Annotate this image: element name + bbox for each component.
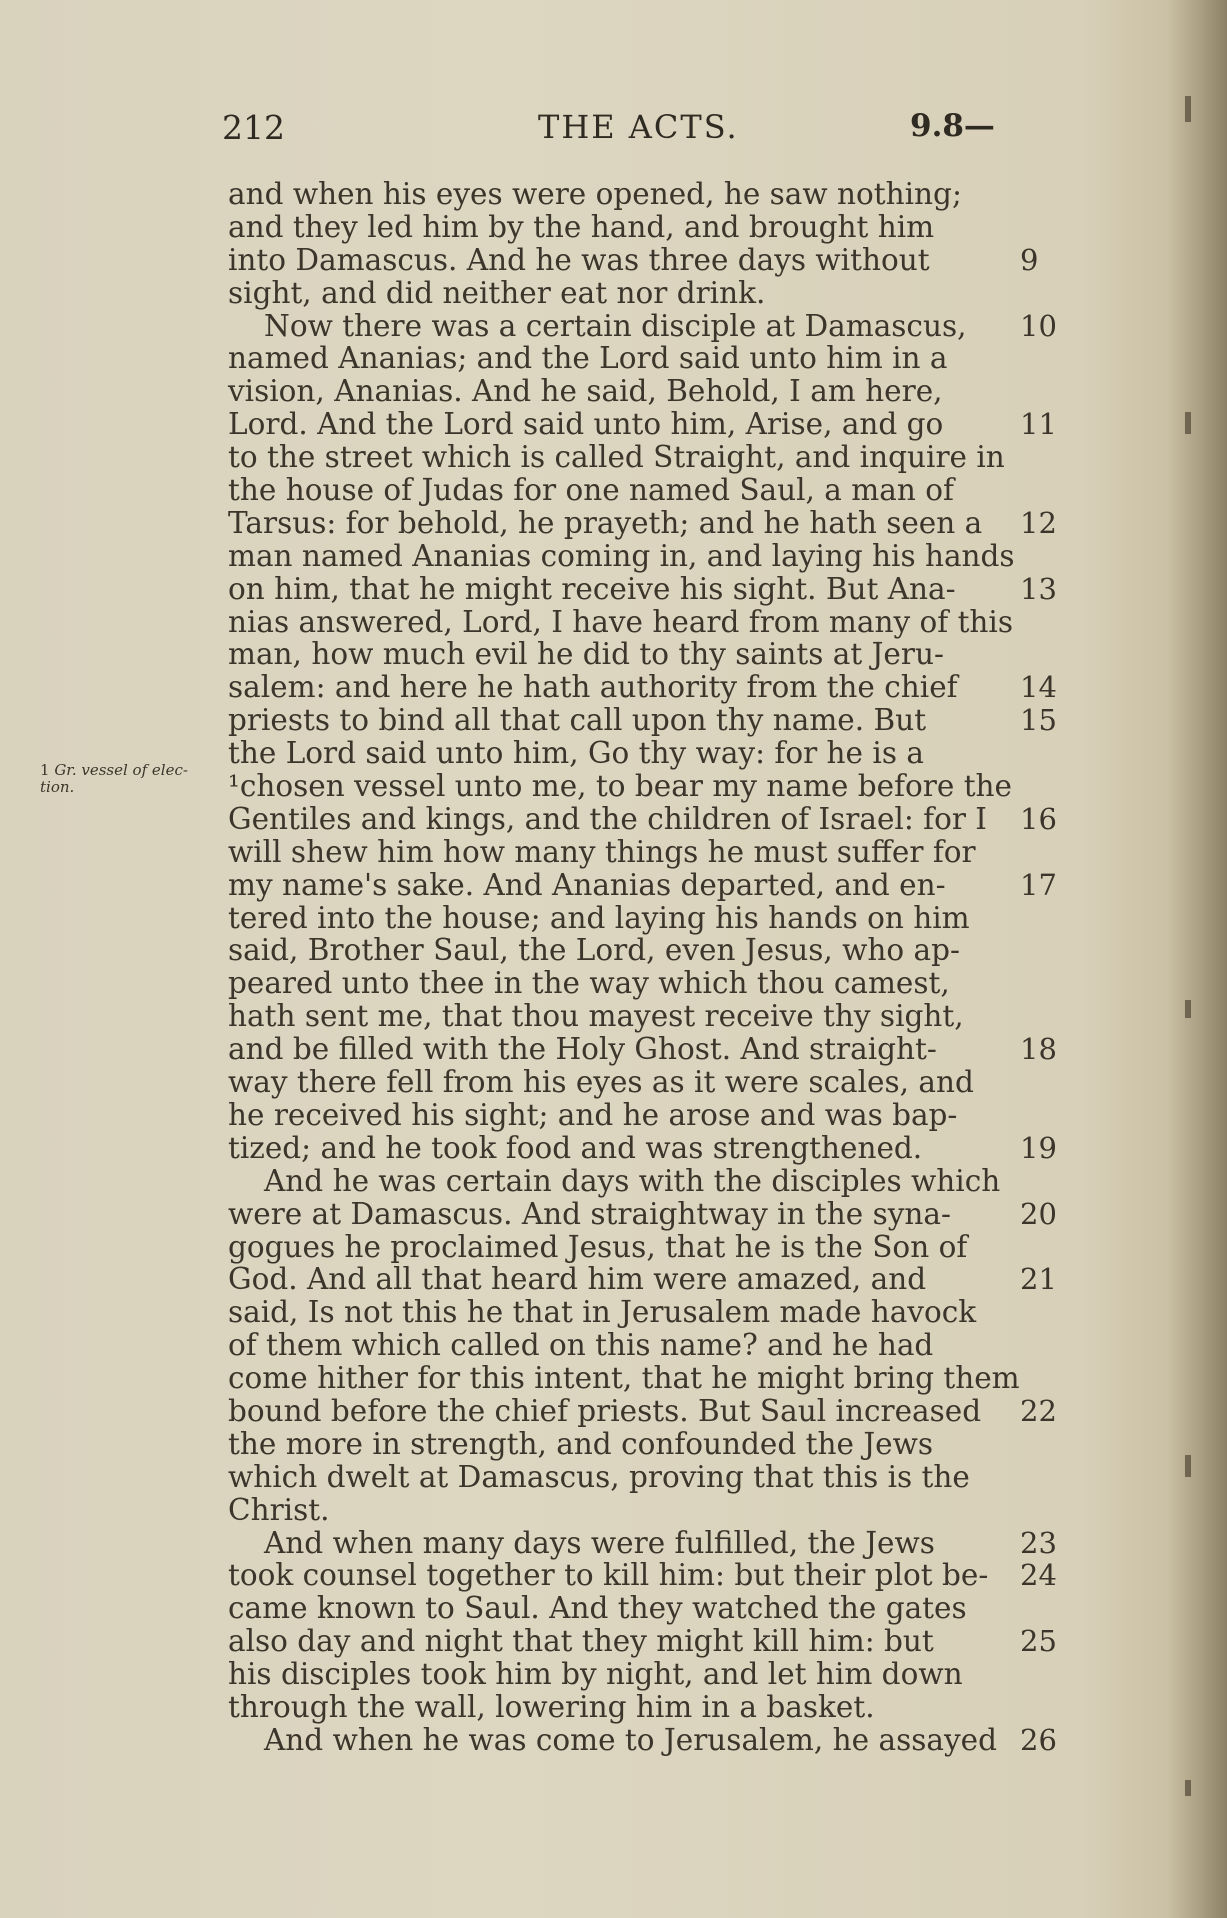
text-line	[228, 737, 1058, 770]
verse-number: 22	[1020, 1393, 1057, 1428]
verse-number: 18	[1020, 1032, 1057, 1067]
line-text: he received his sight; and he arose and was bap-	[228, 1097, 958, 1132]
text-line	[228, 1000, 1058, 1033]
line-text: come hither for this intent, that he might bring them	[228, 1361, 1020, 1396]
line-text: the more in strength, and confounded the Jews	[228, 1426, 933, 1461]
line-text: said, Brother Saul, the Lord, even Jesus, who ap-	[228, 933, 960, 968]
line-text: tered into the house; and laying his hands on him	[228, 900, 970, 935]
text-line	[228, 1395, 1058, 1428]
line-text: Christ.	[228, 1492, 330, 1527]
text-line	[228, 1461, 1058, 1494]
text-line	[228, 1165, 1058, 1198]
text-line	[228, 1198, 1058, 1231]
line-text: peared unto thee in the way which thou camest,	[228, 966, 950, 1001]
binding-mark	[1185, 1455, 1191, 1477]
line-text: bound before the chief priests. But Saul increased	[228, 1393, 982, 1428]
line-text: nias answered, Lord, I have heard from many of this	[228, 604, 1014, 639]
binding-mark	[1185, 1000, 1191, 1018]
line-text: which dwelt at Damascus, proving that this is the	[228, 1459, 970, 1494]
text-line	[228, 1132, 1058, 1165]
line-text: the Lord said unto him, Go thy way: for he is a	[228, 736, 924, 771]
text-line	[228, 671, 1058, 704]
text-line	[228, 1691, 1058, 1724]
text-line	[228, 1066, 1058, 1099]
text-line	[228, 507, 1058, 540]
verse-number: 17	[1020, 867, 1057, 902]
line-text: Lord. And the Lord said unto him, Arise, and go	[228, 407, 944, 442]
line-text: will shew him how many things he must suffer for	[228, 834, 976, 869]
verse-number: 25	[1020, 1624, 1057, 1659]
text-line	[228, 1329, 1058, 1362]
text-line	[228, 1625, 1058, 1658]
line-text: sight, and did neither eat nor drink.	[228, 275, 766, 310]
line-text: vision, Ananias. And he said, Behold, I am here,	[228, 374, 943, 409]
text-line	[228, 1428, 1058, 1461]
line-text: the house of Judas for one named Saul, a man of	[228, 473, 954, 508]
binding-mark	[1185, 412, 1191, 434]
text-line	[228, 1099, 1058, 1132]
verse-number: 26	[1020, 1722, 1057, 1757]
scripture-text-column	[228, 178, 1058, 1757]
line-text: way there fell from his eyes as it were scales, and	[228, 1065, 974, 1100]
text-line	[228, 1296, 1058, 1329]
line-text: on him, that he might receive his sight. But Ana-	[228, 571, 956, 606]
line-text: were at Damascus. And straightway in the syna-	[228, 1196, 951, 1231]
verse-number: 10	[1020, 308, 1057, 343]
line-text: tized; and he took food and was strengthened.	[228, 1130, 923, 1165]
running-header	[0, 108, 1227, 152]
text-line	[228, 704, 1058, 737]
text-line	[228, 1494, 1058, 1527]
line-text: hath sent me, that thou mayest receive thy sight,	[228, 999, 964, 1034]
text-line	[228, 1592, 1058, 1625]
verse-number: 20	[1020, 1196, 1057, 1231]
text-line	[228, 1263, 1058, 1296]
line-text: ¹chosen vessel unto me, to bear my name before the	[228, 769, 1013, 804]
text-line	[228, 934, 1058, 967]
text-line	[228, 573, 1058, 606]
verse-number: 23	[1020, 1525, 1057, 1560]
verse-number: 9	[1020, 242, 1039, 277]
text-line	[228, 408, 1058, 441]
line-text: Now there was a certain disciple at Damascus,	[264, 308, 967, 343]
text-line	[228, 375, 1058, 408]
text-line	[228, 211, 1058, 244]
verse-number: 14	[1020, 670, 1057, 705]
line-text: of them which called on this name? and he had	[228, 1328, 934, 1363]
line-text: salem: and here he hath authority from the chief	[228, 670, 958, 705]
line-text: God. And all that heard him were amazed, and	[228, 1262, 927, 1297]
line-text: and when his eyes were opened, he saw nothing;	[228, 177, 962, 211]
text-line	[228, 1362, 1058, 1395]
page-number: 212	[222, 108, 285, 147]
line-text: my name's sake. And Ananias departed, and en-	[228, 867, 946, 902]
text-line	[228, 1658, 1058, 1691]
line-text: into Damascus. And he was three days without	[228, 242, 930, 277]
line-text: Tarsus: for behold, he prayeth; and he hath seen a	[228, 505, 983, 540]
text-line	[228, 638, 1058, 671]
margin-footnote	[40, 762, 210, 796]
chapter-verse-ref: 9.8—	[910, 108, 995, 144]
footnote-marker: 1	[40, 761, 50, 779]
verse-number: 21	[1020, 1262, 1057, 1297]
line-text: also day and night that they might kill him: but	[228, 1624, 934, 1659]
text-line	[228, 277, 1058, 310]
line-text: named Ananias; and the Lord said unto him in a	[228, 341, 948, 376]
text-line	[228, 606, 1058, 639]
line-text: man, how much evil he did to thy saints at Jeru-	[228, 637, 944, 672]
verse-number: 19	[1020, 1130, 1057, 1165]
line-text: his disciples took him by night, and let him down	[228, 1657, 963, 1692]
text-line	[228, 1724, 1058, 1757]
line-text: And he was certain days with the disciples which	[264, 1163, 1001, 1198]
text-line	[228, 244, 1058, 277]
text-line	[228, 474, 1058, 507]
text-line	[228, 803, 1058, 836]
line-text: gogues he proclaimed Jesus, that he is the Son of	[228, 1229, 968, 1264]
verse-number: 11	[1020, 407, 1057, 442]
line-text: man named Ananias coming in, and laying his hands	[228, 538, 1015, 573]
verse-number: 12	[1020, 505, 1057, 540]
line-text: priests to bind all that call upon thy name. But	[228, 703, 927, 738]
text-line	[228, 1231, 1058, 1264]
verse-number: 13	[1020, 571, 1057, 606]
line-text: And when many days were fulfilled, the Jews	[264, 1525, 935, 1560]
text-line	[228, 310, 1058, 343]
text-line	[228, 1033, 1058, 1066]
line-text: through the wall, lowering him in a basket.	[228, 1689, 875, 1724]
text-line	[228, 1527, 1058, 1560]
line-text: and be filled with the Holy Ghost. And straight-	[228, 1032, 937, 1067]
text-line	[228, 178, 1058, 211]
line-text: and they led him by the hand, and brought him	[228, 209, 935, 244]
line-text: And when he was come to Jerusalem, he assayed	[264, 1722, 997, 1757]
footnote-text: Gr. vessel of elec-tion.	[40, 761, 188, 796]
verse-number: 24	[1020, 1558, 1057, 1593]
text-line	[228, 770, 1058, 803]
text-line	[228, 1559, 1058, 1592]
binding-mark	[1185, 1780, 1191, 1796]
text-line	[228, 342, 1058, 375]
text-line	[228, 902, 1058, 935]
text-line	[228, 869, 1058, 902]
line-text: Gentiles and kings, and the children of Israel: for I	[228, 801, 987, 836]
line-text: came known to Saul. And they watched the gates	[228, 1591, 967, 1626]
line-text: took counsel together to kill him: but their plot be-	[228, 1558, 989, 1593]
line-text: said, Is not this he that in Jerusalem made havock	[228, 1295, 977, 1330]
verse-number: 15	[1020, 703, 1057, 738]
text-line	[228, 540, 1058, 573]
text-line	[228, 441, 1058, 474]
line-text: to the street which is called Straight, and inquire in	[228, 440, 1005, 475]
text-line	[228, 836, 1058, 869]
verse-number: 16	[1020, 801, 1057, 836]
text-line	[228, 967, 1058, 1000]
page-binding-shadow	[1167, 0, 1227, 1918]
book-title: THE ACTS.	[538, 108, 739, 146]
